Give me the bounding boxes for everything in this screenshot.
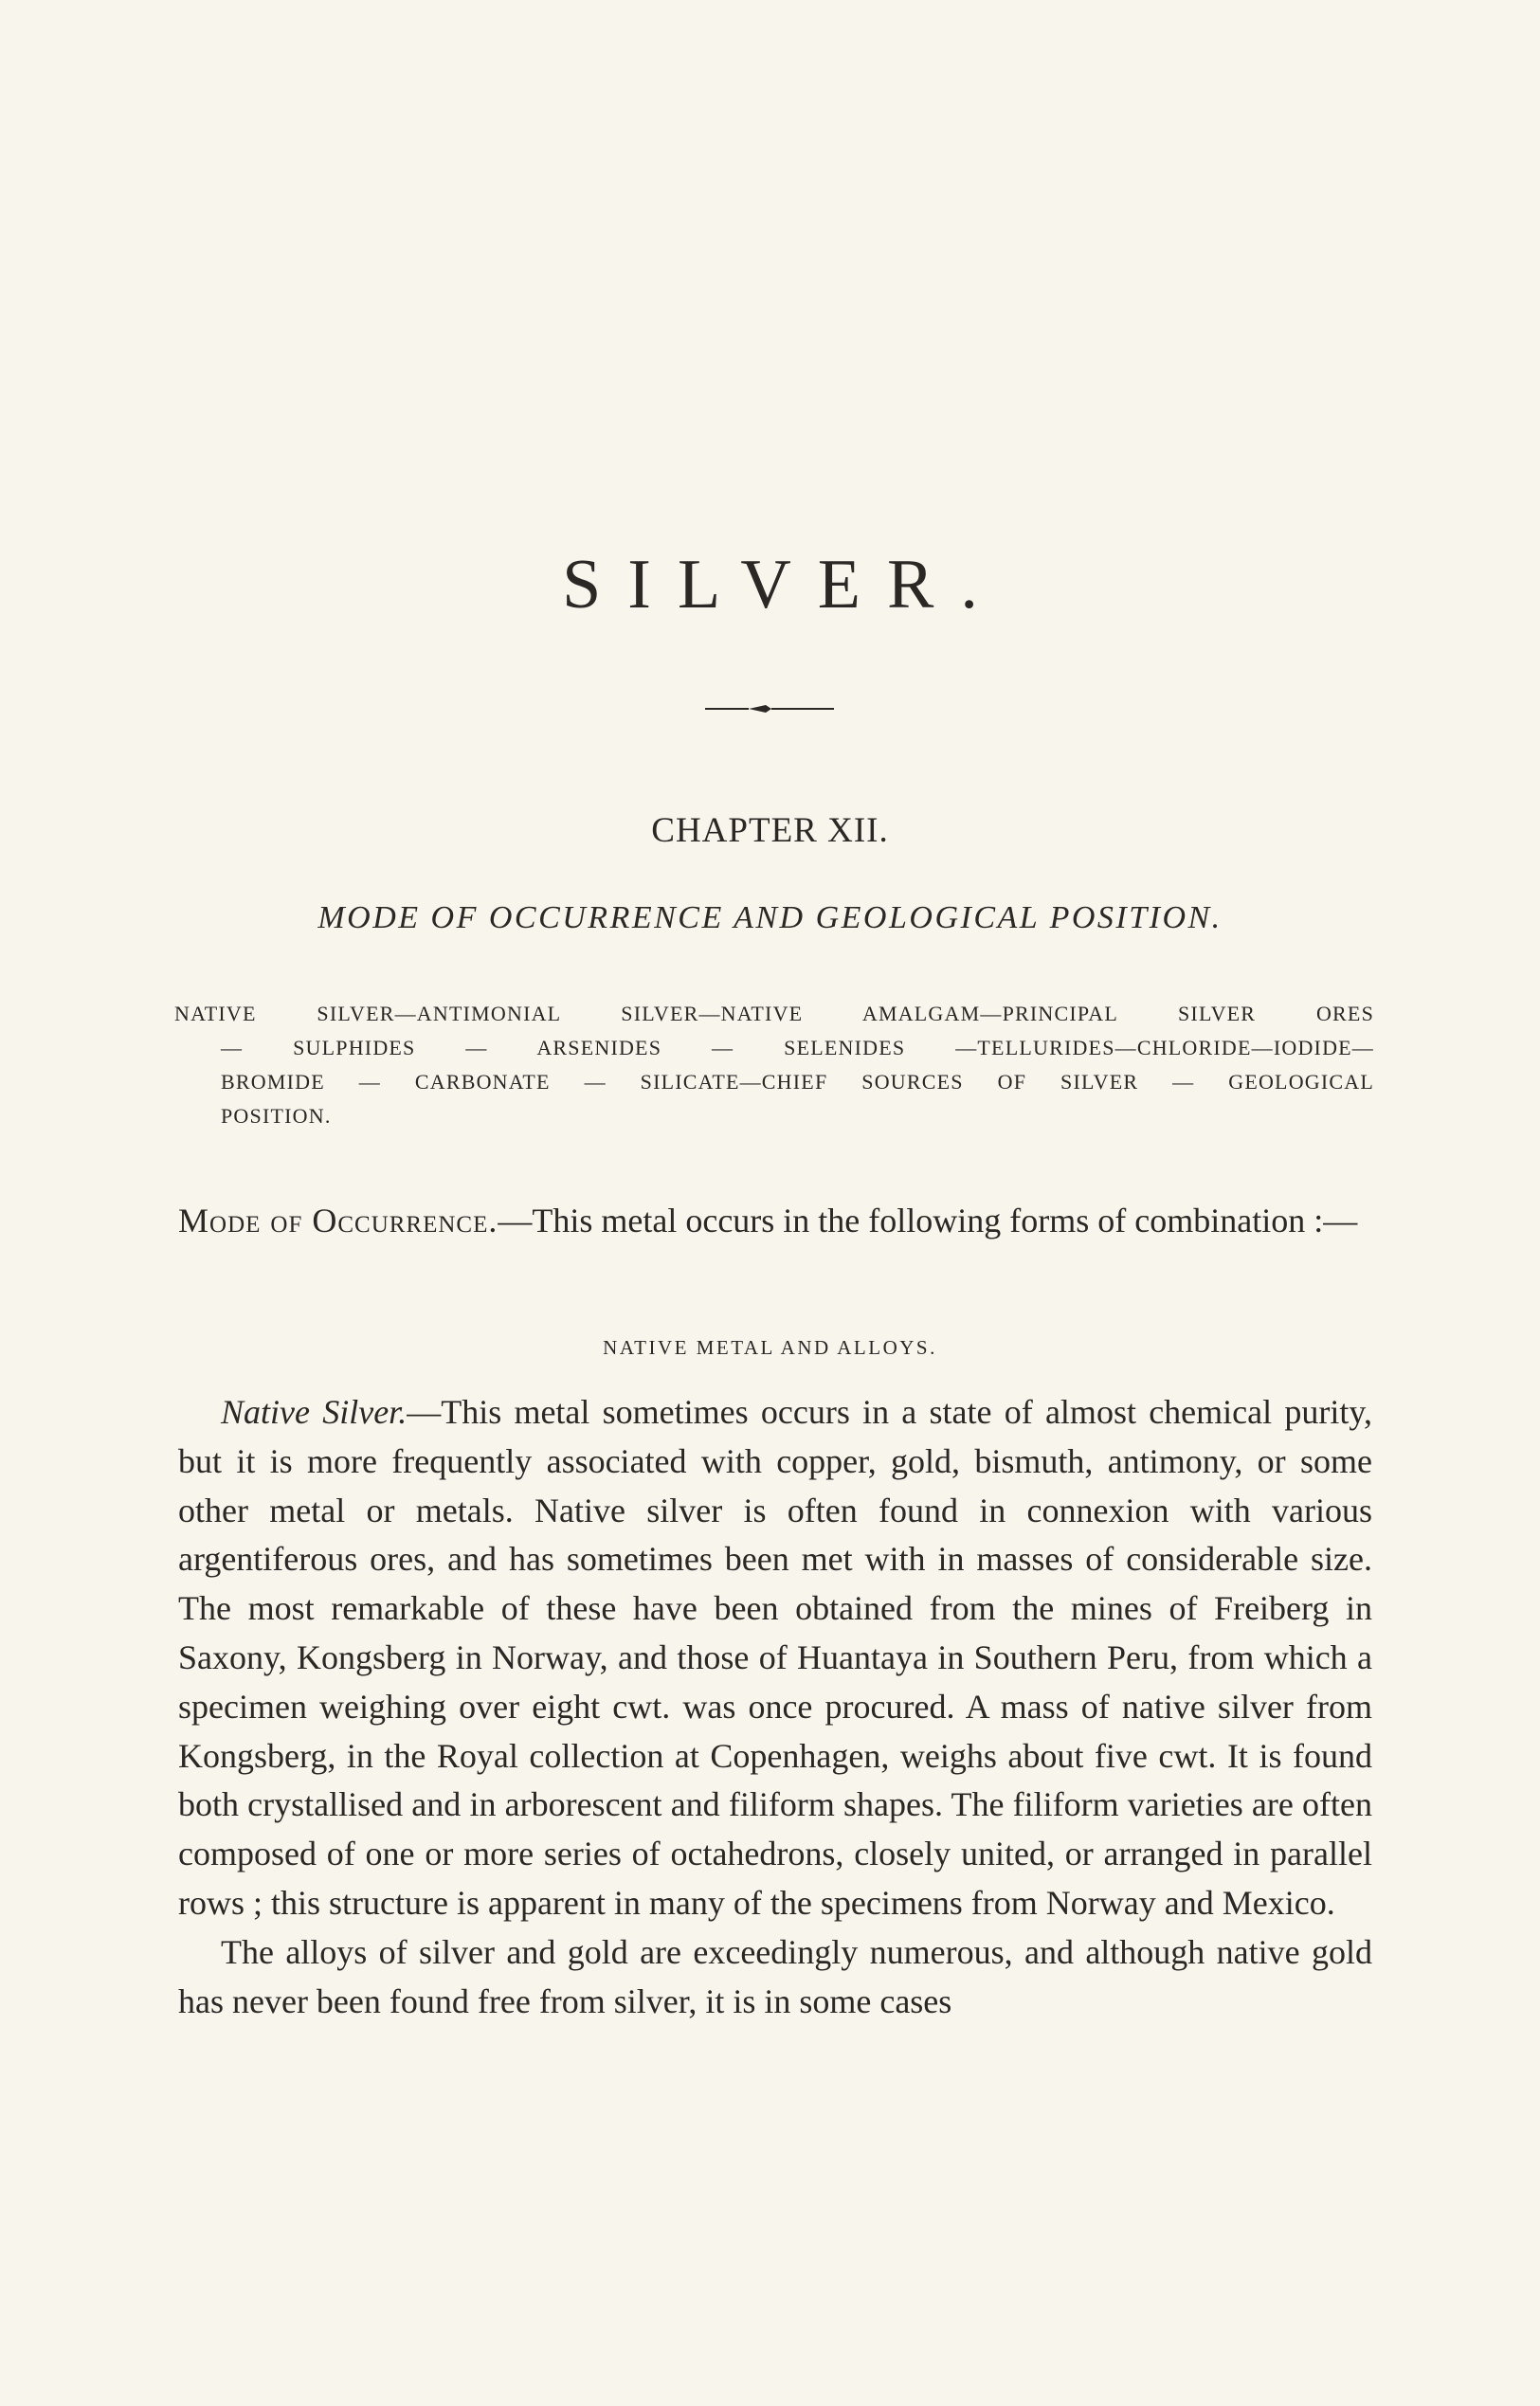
body-text bbox=[178, 1388, 1372, 2026]
intro-paragraph bbox=[178, 1196, 1372, 1245]
paragraph-1-text: —This metal sometimes occurs in a state of almost chemical purity, but it is more frequently associated with copper, gold, bismuth, antimony, or some other metal or metals. Native silver is often found in connexion with various argentiferous ores, and has sometimes been met with in masses of considerable size. The most remarkable of these have been obtained from the mines of Freiberg in Saxony, Kongsberg in Norway, and those of Huantaya in Southern Peru, from which a specimen weighing over eight cwt. was once procured. A mass of native silver from Kongsberg, in the Royal collection at Copenhagen, weighs about five cwt. It is found both crystallised and in arborescent and filiform shapes. The filiform varieties are often composed of one or more series of octahedrons, closely united, or arranged in parallel rows ; this structure is apparent in many of the specimens from Norway and Mexico. bbox=[178, 1393, 1373, 1922]
paragraph-alloys: The alloys of silver and gold are exceedingly numerous, and although native gold has never been found free from silver, it is in some cases bbox=[178, 1932, 1372, 2020]
book-title: SILVER. bbox=[562, 546, 1005, 624]
synopsis-line-2: — SULPHIDES — ARSENIDES — SELENIDES —TELLURIDES—CHLORIDE—IODIDE— bbox=[221, 1036, 1374, 1059]
synopsis-line-3: BROMIDE — CARBONATE — SILICATE—CHIEF SOURCES OF SILVER — GEOLOGICAL bbox=[221, 1070, 1374, 1094]
paragraph-1-lead: Native Silver. bbox=[221, 1393, 408, 1431]
synopsis-line-1: NATIVE SILVER—ANTIMONIAL SILVER—NATIVE AMALGAM—PRINCIPAL SILVER ORES bbox=[174, 1002, 1374, 1025]
paragraph-native-silver bbox=[178, 1388, 1372, 1928]
section-heading: NATIVE METAL AND ALLOYS. bbox=[603, 1336, 937, 1359]
synopsis-line-4: POSITION. bbox=[221, 1104, 332, 1128]
chapter-synopsis bbox=[174, 997, 1374, 1133]
intro-text: —This metal occurs in the following forms of combination :— bbox=[498, 1202, 1358, 1239]
intro-lead: Mode of Occurrence. bbox=[178, 1202, 498, 1239]
ornament-rule-icon bbox=[703, 699, 836, 718]
chapter-title: MODE OF OCCURRENCE AND GEOLOGICAL POSITION. bbox=[317, 900, 1223, 935]
chapter-number: CHAPTER XII. bbox=[651, 811, 889, 850]
